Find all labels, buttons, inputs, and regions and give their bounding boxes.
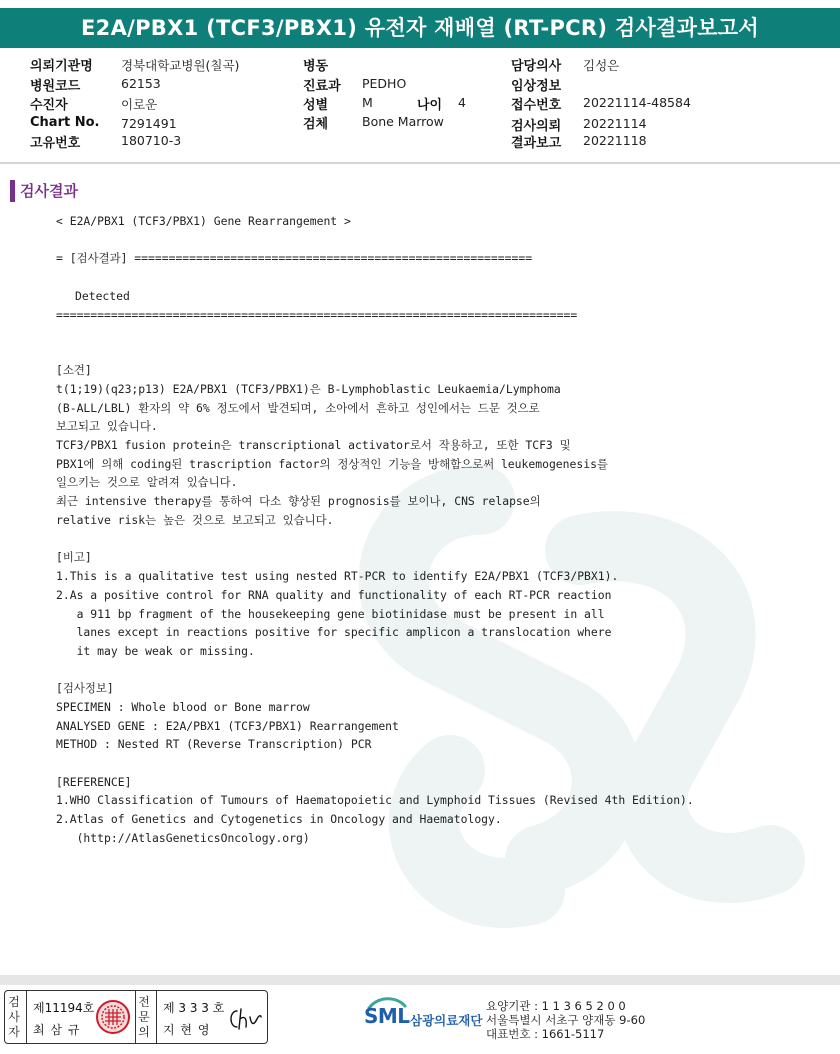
remarks-line: it may be weak or missing. xyxy=(56,644,255,658)
info-value: 62153 xyxy=(121,76,161,91)
remarks-title: [비고] xyxy=(56,550,92,564)
info-value: 20221118 xyxy=(583,133,647,148)
info-value: 180710-3 xyxy=(121,133,182,148)
patient-info-panel xyxy=(0,50,840,164)
info-label: 검사의뢰 xyxy=(511,119,562,134)
info-label: 의뢰기관명 xyxy=(30,59,93,74)
opinion-line: (B-ALL/LBL) 환자의 약 6% 정도에서 발견되며, 소아에서 흔하고 성인에서는 드문 것으로 xyxy=(56,401,540,415)
remarks-line: a 911 bp fragment of the housekeeping gene biotinidase must be present in all xyxy=(56,607,605,621)
info-label: 수진자 xyxy=(30,98,68,113)
opinion-line: 최근 intensive therapy를 통하여 다소 향상된 prognosis를 보이나, CNS relapse의 xyxy=(56,494,541,508)
signer1-name: 최 삼 규 xyxy=(33,1023,81,1037)
signer2-name: 지 현 영 xyxy=(163,1023,211,1037)
signer1-license: 제11194호 xyxy=(33,1001,95,1015)
info-value: 경북대학교병원(칠곡) xyxy=(121,58,240,73)
signer2-role-text: 전문의 xyxy=(138,995,150,1039)
info-value: 20221114 xyxy=(583,116,647,131)
opinion-line: TCF3/PBX1 fusion protein은 transcriptional activator로서 작용하고, 또한 TCF3 및 xyxy=(56,438,571,452)
info-label: 성별 xyxy=(303,98,329,113)
remarks-line: 1.This is a qualitative test using nested RT-PCR to identify E2A/PBX1 (TCF3/PBX1). xyxy=(56,569,619,583)
info-value: M xyxy=(362,95,373,110)
info-label: 검체 xyxy=(303,117,329,132)
result-line: = [검사결과] ========================================================== xyxy=(56,251,533,265)
test-info-line: METHOD : Nested RT (Reverse Transcription) PCR xyxy=(56,737,372,751)
signer1-role xyxy=(8,995,22,1040)
signer1-role-text: 검사자 xyxy=(8,995,20,1039)
age-value: 4 xyxy=(458,95,466,110)
info-label: 결과보고 xyxy=(511,136,562,151)
opinion-title: [소견] xyxy=(56,363,92,377)
opinion-line: t(1;19)(q23;p13) E2A/PBX1 (TCF3/PBX1)은 B-Lymphoblastic Leukaemia/Lymphoma xyxy=(56,382,561,396)
divider xyxy=(135,991,136,1043)
opinion-line: PBX1에 의해 coding된 trascription factor의 정상적인 기능을 방해함으로써 leukemogenesis를 xyxy=(56,457,608,471)
info-value: 이로운 xyxy=(121,97,158,112)
footer-address: 서울특별시 서초구 양재동 9-60 xyxy=(486,1013,646,1027)
info-value: 김성은 xyxy=(583,58,620,73)
opinion-line: 일으키는 것으로 알려져 있습니다. xyxy=(56,475,238,489)
info-value: PEDHO xyxy=(362,76,407,91)
remarks-line: 2.As a positive control for RNA quality and functionality of each RT-PCR reaction xyxy=(56,588,612,602)
test-info-line: ANALYSED GENE : E2A/PBX1 (TCF3/PBX1) Rearrangement xyxy=(56,719,399,733)
remarks-line: lanes except in reactions positive for specific amplicon a translocation where xyxy=(56,625,612,639)
opinion-line: 보고되고 있습니다. xyxy=(56,419,158,433)
info-label: 고유번호 xyxy=(30,136,81,151)
signer2-role xyxy=(138,995,152,1040)
opinion-line: relative risk는 높은 것으로 보고되고 있습니다. xyxy=(56,513,334,527)
age-label: 나이 xyxy=(417,98,443,113)
reference-title: [REFERENCE] xyxy=(56,775,132,789)
result-rule: ============================================================================ xyxy=(56,308,578,322)
footer-org: 삼광의료재단 xyxy=(410,1013,483,1028)
test-info-title: [검사정보] xyxy=(56,681,114,695)
info-label: 병원코드 xyxy=(30,79,81,94)
seal-icon xyxy=(95,999,131,1035)
footer-phone: 대표번호 : 1661-5117 xyxy=(486,1027,605,1041)
watermark-logo xyxy=(330,440,840,960)
signature-box xyxy=(4,990,268,1044)
info-value: Bone Marrow xyxy=(362,114,444,129)
info-label: 임상정보 xyxy=(511,79,562,94)
reference-line: 2.Atlas of Genetics and Cytogenetics in Oncology and Haematology. xyxy=(56,812,502,826)
info-label: 병동 xyxy=(303,59,329,74)
info-label: Chart No. xyxy=(30,115,100,130)
reference-line: 1.WHO Classification of Tumours of Haematopoietic and Lymphoid Tissues (Revised 4th Edition). xyxy=(56,793,694,807)
reference-line: (http://AtlasGeneticsOncology.org) xyxy=(56,831,310,845)
result-detected: Detected xyxy=(75,289,130,303)
info-label: 담당의사 xyxy=(511,59,562,74)
signer2-license: 제 3 3 3 호 xyxy=(163,1001,225,1015)
divider xyxy=(156,991,157,1043)
info-label: 진료과 xyxy=(303,79,341,94)
footer-facility-no: 요양기관 : 1 1 3 6 5 2 0 0 xyxy=(486,999,626,1013)
result-heading: < E2A/PBX1 (TCF3/PBX1) Gene Rearrangement > xyxy=(56,214,351,228)
report-title: E2A/PBX1 (TCF3/PBX1) 유전자 재배열 (RT-PCR) 검사결과보고서 xyxy=(0,8,840,48)
section-title-results: 검사결과 xyxy=(10,180,78,202)
divider xyxy=(26,991,27,1043)
info-value: 7291491 xyxy=(121,116,177,131)
footer-divider xyxy=(0,975,840,985)
handwritten-signature xyxy=(227,1005,263,1033)
info-label: 접수번호 xyxy=(511,98,562,113)
footer-logo: SML xyxy=(364,1004,410,1028)
test-info-line: SPECIMEN : Whole blood or Bone marrow xyxy=(56,700,310,714)
info-value: 20221114-48584 xyxy=(583,95,691,110)
